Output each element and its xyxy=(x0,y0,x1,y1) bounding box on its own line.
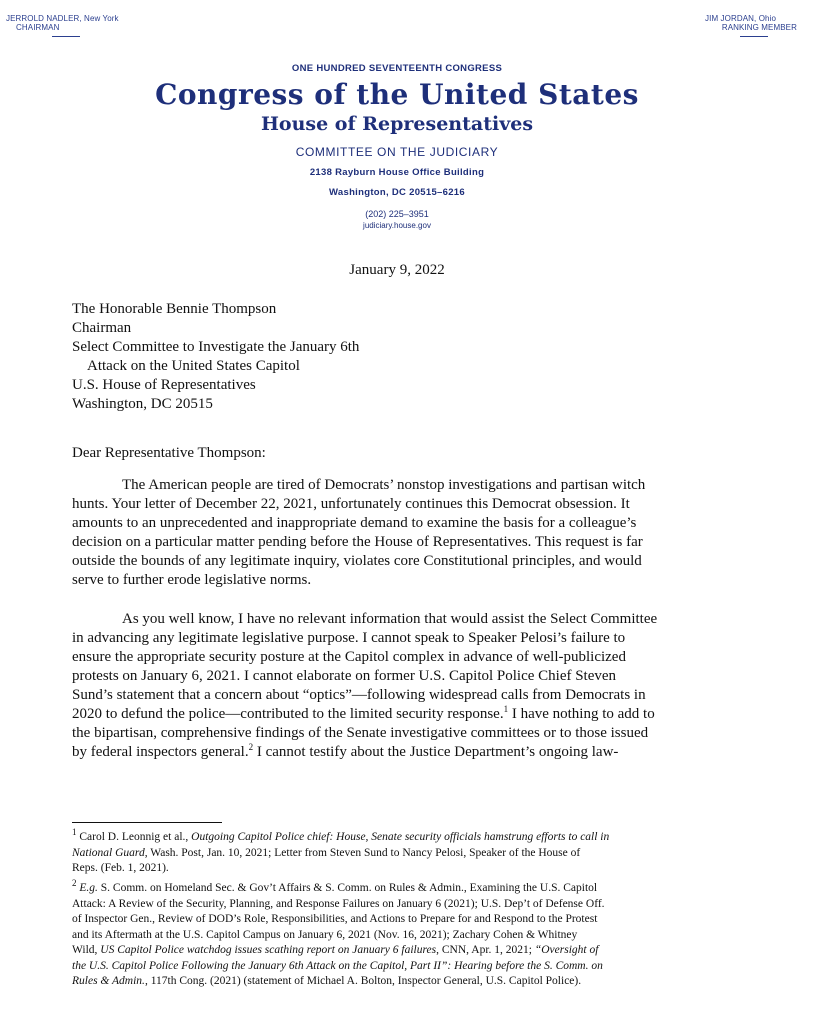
paragraph-line: The American people are tired of Democrats’ nonstop investigations and partisan witch xyxy=(122,477,646,493)
recipient-line: Attack on the United States Capitol xyxy=(87,358,300,374)
footnote-line xyxy=(72,943,742,959)
paragraph-line: in advancing any legitimate legislative purpose. I cannot speak to Speaker Pelosi’s failure to xyxy=(72,630,626,646)
text-span: 2020 to defund the police—contributed to the limited security response. xyxy=(72,706,504,722)
footnote-mark: 2 xyxy=(72,878,77,889)
phone-number: (202) 225–3951 xyxy=(365,209,429,219)
footnote-reference-2[interactable]: 2 xyxy=(248,742,254,752)
website: judiciary.house.gov xyxy=(363,221,431,230)
ranking-member-name: JIM JORDAN, Ohio xyxy=(705,14,776,23)
footnote-reference-1[interactable]: 1 xyxy=(503,704,509,714)
footnote-line: and its Aftermath at the U.S. Capitol Campus on January 6, 2021 (Nov. 16, 2021); Zachary Cohen & Whitney xyxy=(72,928,578,941)
recipient-line: Chairman xyxy=(72,320,132,336)
text-span: , CNN, Apr. 1, 2021; xyxy=(436,944,535,956)
recipient-address xyxy=(72,300,359,414)
paragraph-line: ensure the appropriate security posture at the Capitol complex in advance of well-publicized xyxy=(72,649,626,665)
footnote-line xyxy=(72,959,742,975)
footnote-line: Attack: A Review of the Security, Planning, and Response Failures on January 6 (2021); U.S. Dep’t of Defense Off. xyxy=(72,897,605,910)
footnote-line xyxy=(72,846,742,862)
footnote-mark: 1 xyxy=(72,827,77,838)
paragraph-line: decision on a particular matter pending before the House of Representatives. This request is far xyxy=(72,534,643,550)
text-span: , Wash. Post, Jan. 10, 2021; Letter from Steven Sund to Nancy Pelosi, Speaker of the House of xyxy=(144,846,581,859)
congress-number: ONE HUNDRED SEVENTEENTH CONGRESS xyxy=(291,63,503,74)
paragraph-line xyxy=(72,743,742,762)
congress-title: Congress of the United States xyxy=(155,78,639,111)
paragraph-line: Sund’s statement that a concern about “optics”—following widespread calls from Democrats in xyxy=(72,687,646,703)
footnote-line: of Inspector Gen., Review of DOD’s Role, Responsibilities, and Actions to Prepare for and Respond to the Protest xyxy=(72,913,598,925)
ranking-member-divider xyxy=(740,36,768,37)
text-span: Carol D. Leonnig et al., xyxy=(76,831,192,843)
committee-name: COMMITTEE ON THE JUDICIARY xyxy=(295,145,499,159)
paragraph-line: protests on January 6, 2021. I cannot elaborate on former U.S. Capitol Police Chief Steven xyxy=(72,668,617,684)
recipient-line: U.S. House of Representatives xyxy=(72,377,256,393)
signal-word: E.g. xyxy=(79,882,98,894)
citation-title: Outgoing Capitol Police chief: House, Senate security officials hamstrung efforts to call in xyxy=(191,831,610,843)
recipient-line: Select Committee to Investigate the January 6th xyxy=(72,339,360,355)
paragraph-line: serve to further erode legislative norms. xyxy=(72,572,312,588)
citation-title: Rules & Admin. xyxy=(72,975,145,987)
citation-title: National Guard xyxy=(72,846,145,859)
paragraph-line: the bipartisan, comprehensive findings of the Senate investigative committees or to those issued xyxy=(72,725,649,741)
address-line-1: 2138 Rayburn House Office Building xyxy=(309,167,485,178)
text-span: by federal inspectors general. xyxy=(72,744,249,760)
text-span: I have nothing to add to xyxy=(508,706,655,722)
citation-title: the U.S. Capitol Police Following the January 6th Attack on the Capitol, Part II”: Hearing before the S. Comm. on xyxy=(72,959,603,972)
house-title: House of Representatives xyxy=(260,113,534,135)
chairman-name: JERROLD NADLER, New York xyxy=(6,14,119,23)
chairman-title: CHAIRMAN xyxy=(16,23,60,32)
recipient-line: Washington, DC 20515 xyxy=(72,396,213,412)
letter-date: January 9, 2022 xyxy=(349,262,445,278)
paragraph-line: outside the bounds of any legitimate inquiry, violates core Constitutional principles, and would xyxy=(72,553,642,569)
footnote-divider xyxy=(72,822,222,823)
address-line-2: Washington, DC 20515–6216 xyxy=(329,187,465,198)
chairman-divider xyxy=(52,36,80,37)
paragraph-line xyxy=(72,705,742,724)
salutation: Dear Representative Thompson: xyxy=(72,445,266,461)
footnote-line xyxy=(72,878,742,897)
footnote-line xyxy=(72,827,742,846)
paragraph-line: amounts to an unprecedented and inappropriate demand to examine the basis for a colleague’s xyxy=(72,515,637,531)
paragraph-line: As you well know, I have no relevant information that would assist the Select Committee xyxy=(122,611,658,627)
body-paragraph-1 xyxy=(72,476,742,590)
footnote-line: Reps. (Feb. 1, 2021). xyxy=(72,862,169,874)
text-span: S. Comm. on Homeland Sec. & Gov’t Affairs & S. Comm. on Rules & Admin., Examining the U.S. Capitol xyxy=(97,882,598,894)
text-span: , 117th Cong. (2021) (statement of Michael A. Bolton, Inspector General, U.S. Capitol Police). xyxy=(144,975,582,987)
citation-title: US Capitol Police watchdog issues scathing report on January 6 failures xyxy=(100,944,437,956)
citation-title: “Oversight of xyxy=(534,944,599,956)
footnote-2 xyxy=(72,878,742,990)
text-span: I cannot testify about the Justice Department’s ongoing law- xyxy=(253,744,619,760)
body-paragraph-2 xyxy=(72,610,742,762)
footnote-line xyxy=(72,974,742,990)
ranking-member-title: RANKING MEMBER xyxy=(721,23,797,32)
paragraph-line: hunts. Your letter of December 22, 2021, unfortunately continues this Democrat obsession. It xyxy=(72,496,630,512)
recipient-line: The Honorable Bennie Thompson xyxy=(72,301,277,317)
text-span: Wild, xyxy=(72,944,101,956)
footnote-1 xyxy=(72,827,742,877)
